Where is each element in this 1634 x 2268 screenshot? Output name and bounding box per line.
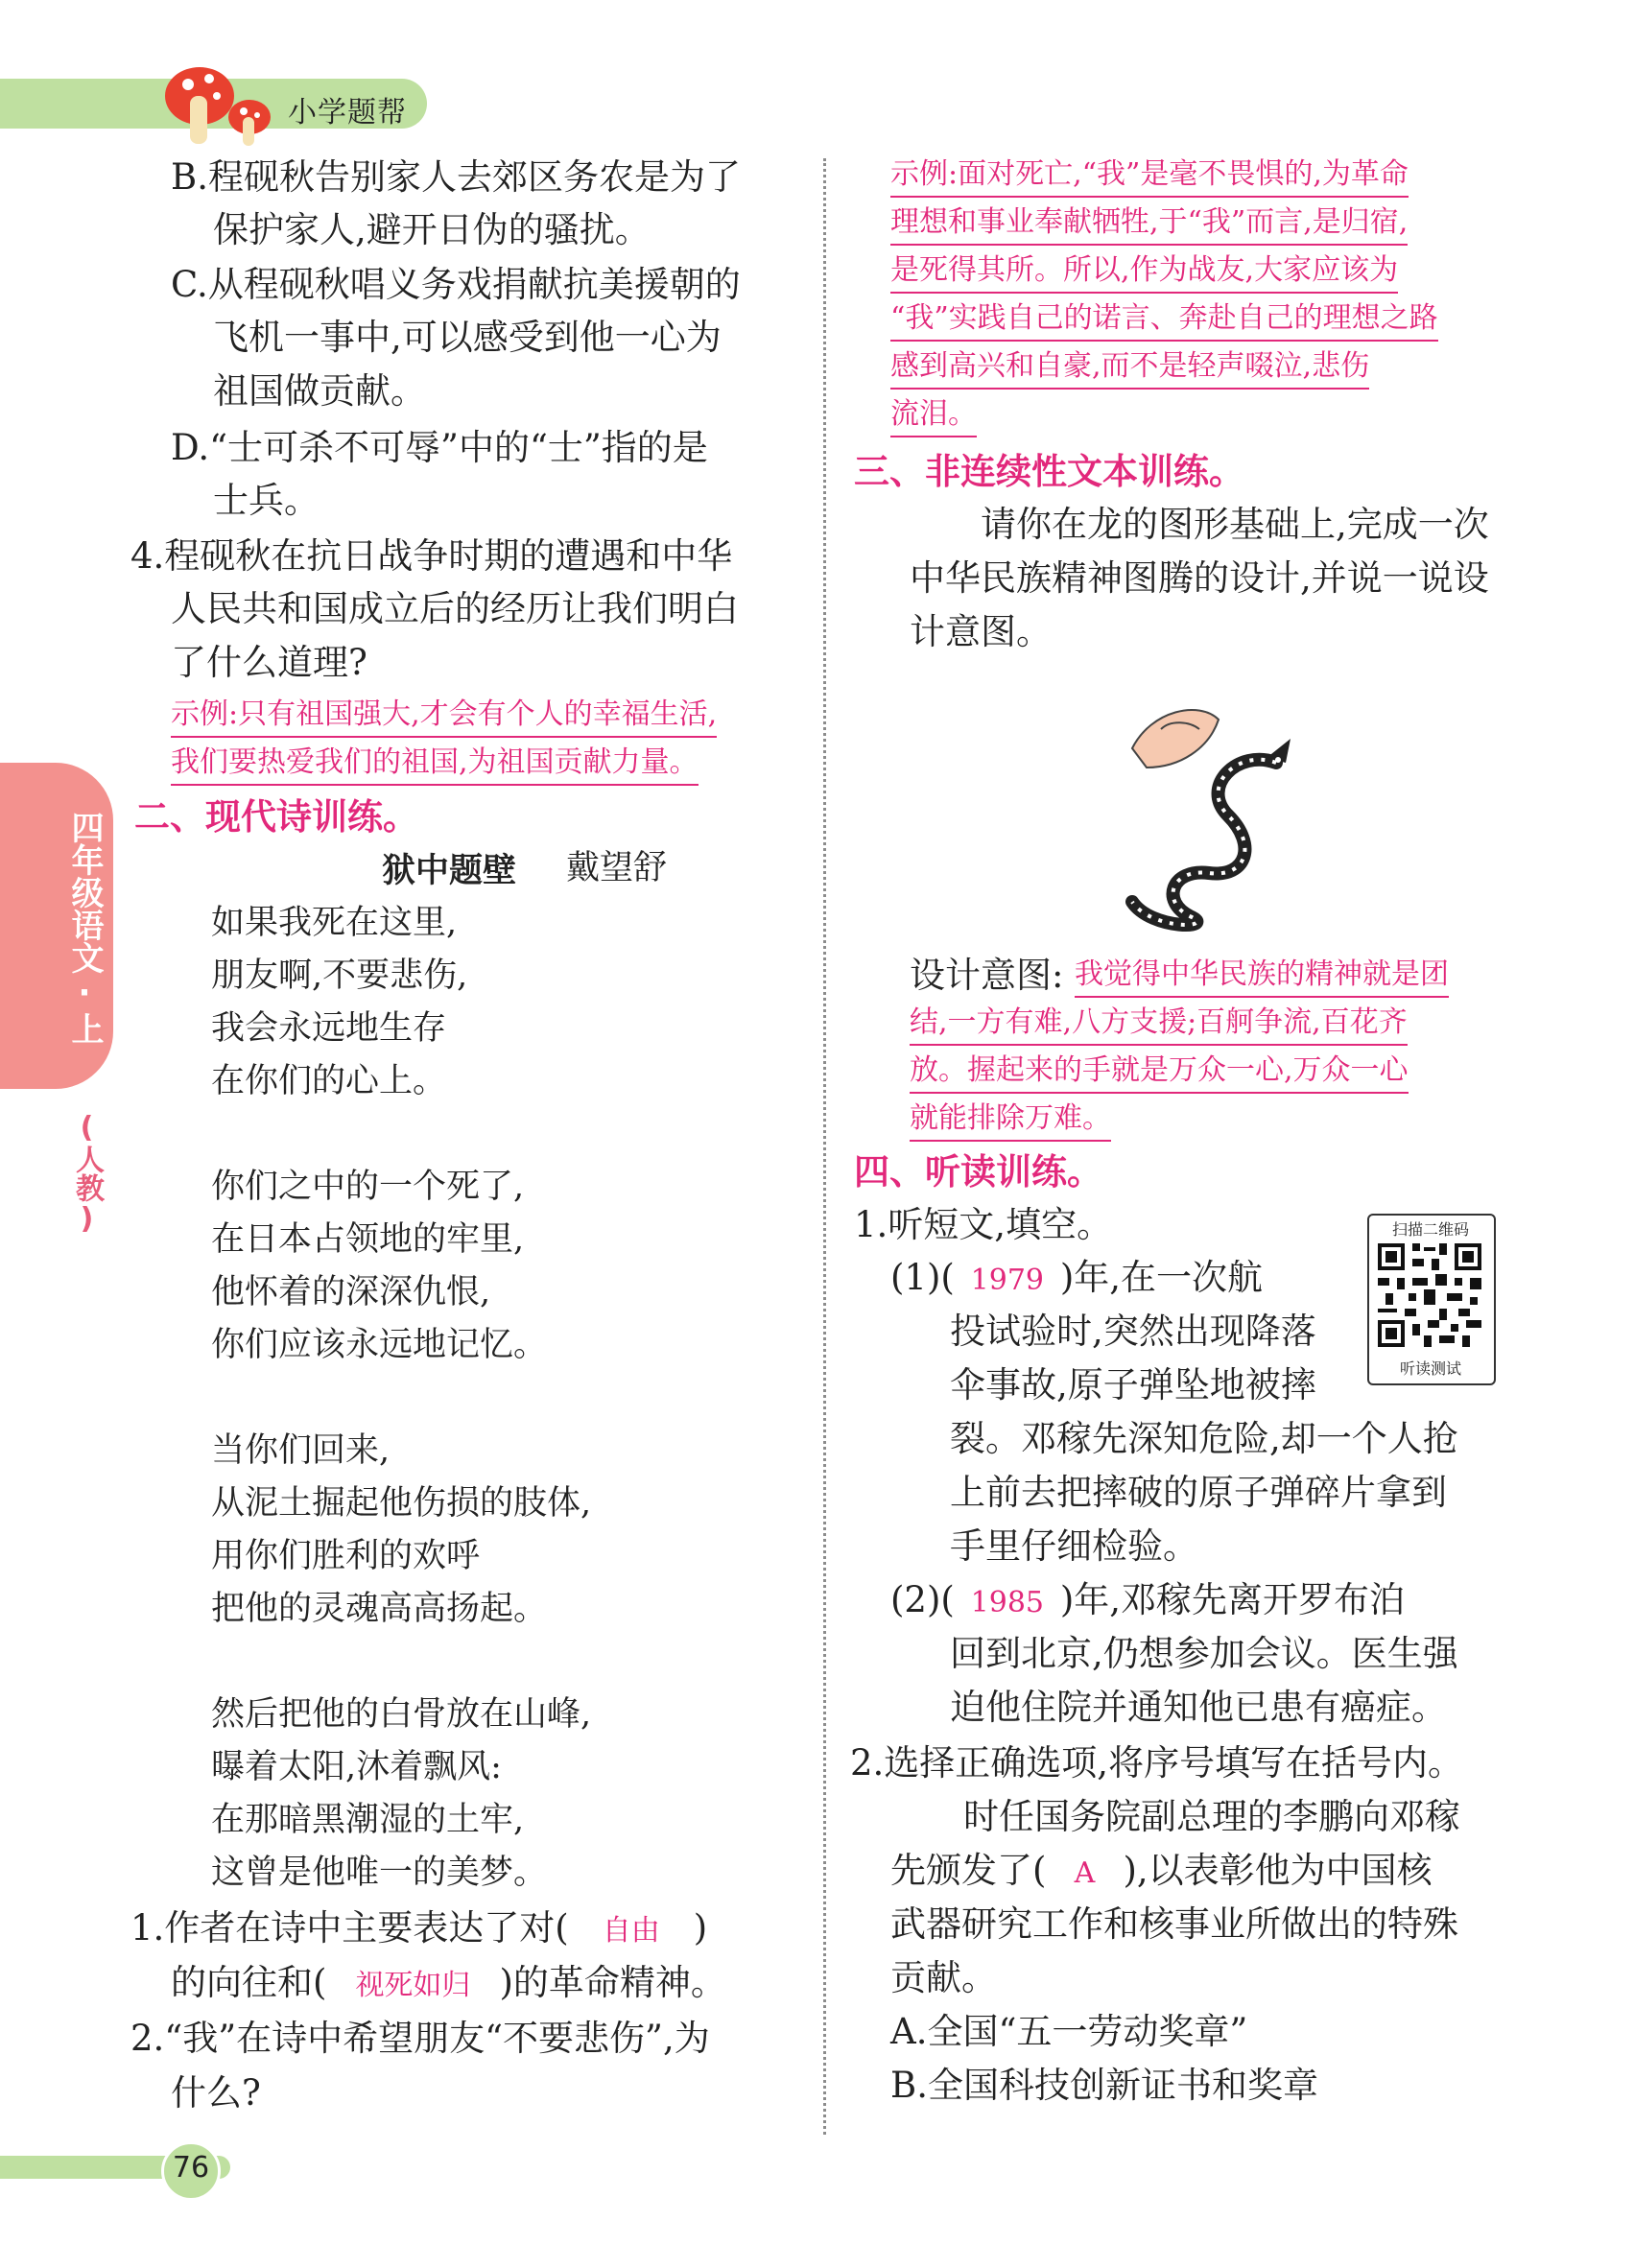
answer-blank-1985: 1985: [970, 1586, 1045, 1619]
option-c-line1: C.从程砚秋唱义务戏捐献抗美援朝的: [171, 264, 741, 305]
poem-line: 我会永远地生存: [211, 1009, 447, 1048]
listening-2-text: 先颁发了( A ),以表彰他为中国核: [890, 1850, 1433, 1891]
question-2-answer-line2: 理想和事业奉献牺牲,于“我”而言,是归宿,: [890, 203, 1408, 246]
poem-line: 他怀着的深深仇恨,: [211, 1273, 491, 1311]
question-1-cont: 的向往和( 视死如归 )的革命精神。: [171, 1962, 726, 2003]
question-2-answer-line3: 是死得其所。所以,作为战友,大家应该为: [890, 251, 1398, 294]
question-2-line1: 2.“我”在诗中希望朋友“不要悲伤”,为: [130, 2018, 710, 2059]
poem-line: 在日本占领地的牢里,: [211, 1220, 525, 1259]
grade-label: 四年级语文·上: [65, 811, 104, 1045]
question-2-answer-line5: 感到高兴和自豪,而不是轻声啜泣,悲伤: [890, 347, 1369, 390]
question-4-line3: 了什么道理?: [171, 642, 367, 683]
header-title: 小学题帮: [288, 96, 407, 130]
poem-line: 朋友啊,不要悲伤,: [211, 957, 468, 995]
design-label: 设计意图:: [910, 955, 1064, 996]
section-4-heading: 四、听读训练。: [854, 1151, 1102, 1193]
listening-question-1: 1.听短文,填空。: [854, 1204, 1113, 1245]
poem-line: 当你们回来,: [211, 1431, 391, 1470]
poem-line: 你们应该永远地记忆。: [211, 1326, 548, 1364]
answer-blank-1979: 1979: [970, 1264, 1045, 1297]
listening-1-2: (2)( 1985 )年,邓稼先离开罗布泊: [890, 1579, 1406, 1620]
poem-line: 在那暗黑潮湿的土牢,: [211, 1801, 525, 1839]
listening-question-2: 2.选择正确选项,将序号填写在括号内。: [850, 1742, 1464, 1784]
listening-2-text: 武器研究工作和核事业所做出的特殊: [890, 1903, 1458, 1945]
listening-2-text: 时任国务院副总理的李鹏向邓稼: [963, 1796, 1460, 1837]
option-b-line1: B.程砚秋告别家人去郊区务农是为了: [171, 156, 741, 198]
section-3-prompt-line3: 计意图。: [910, 611, 1052, 652]
listening-1-1-line: 手里仔细检验。: [950, 1525, 1198, 1567]
poem-line: 这曾是他唯一的美梦。: [211, 1854, 548, 1892]
question-2-line2: 什么?: [171, 2072, 261, 2114]
qr-caption-top: 扫描二维码: [1391, 1220, 1469, 1239]
listening-1-1-line: 伞事故,原子弹坠地被摔: [950, 1364, 1316, 1406]
page-number: 76: [172, 2151, 210, 2185]
mushroom-logo-icon: [161, 58, 286, 149]
poem-title: 狱中题壁: [382, 852, 517, 890]
poem-line: 把他的灵魂高高扬起。: [211, 1590, 548, 1628]
question-2-answer-line4: “我”实践自己的诺言、奔赴自己的理想之路: [890, 299, 1438, 342]
option-d-line2: 士兵。: [213, 480, 320, 521]
question-4-answer-line2: 我们要热爱我们的祖国,为祖国贡献力量。: [171, 744, 699, 786]
question-2-answer-line1: 示例:面对死亡,“我”是毫不畏惧的,为革命: [890, 155, 1409, 198]
listening-1-1-line: 投试验时,突然出现降落: [950, 1311, 1316, 1352]
listening-2-option-a: A.全国“五一劳动奖章”: [890, 2011, 1248, 2052]
question-1: 1.作者在诗中主要表达了对( 自由 ): [130, 1907, 708, 1949]
listening-1-1-line: 上前去把摔破的原子弹碎片拿到: [950, 1472, 1447, 1513]
poem-line: 用你们胜利的欢呼: [211, 1537, 481, 1575]
qr-code-icon[interactable]: [1374, 1240, 1485, 1351]
poem-line: 从泥土掘起他伤损的肢体,: [211, 1484, 592, 1523]
option-d-line1: D.“士可杀不可辱”中的“士”指的是: [171, 427, 708, 468]
option-b-line2: 保护家人,避开日伪的骚扰。: [213, 209, 651, 250]
listening-1-1: (1)( 1979 )年,在一次航: [890, 1257, 1264, 1298]
poem-line: 然后把他的白骨放在山峰,: [211, 1695, 592, 1734]
question-2-answer-line6: 流泪。: [890, 395, 977, 437]
option-c-line2: 飞机一事中,可以感受到他一心为: [213, 317, 722, 358]
edition-label: (人教): [70, 1111, 104, 1236]
question-4-line2: 人民共和国成立后的经历让我们明白: [171, 588, 739, 629]
design-answer-line4: 就能排除万难。: [910, 1099, 1111, 1142]
section-3-heading: 三、非连续性文本训练。: [854, 451, 1244, 492]
design-answer-line3: 放。握起来的手就是万众一心,万众一心: [910, 1051, 1409, 1094]
answer-blank-freedom: 自由: [602, 1914, 660, 1948]
listening-2-option-b: B.全国科技创新证书和奖章: [890, 2065, 1318, 2106]
design-answer-line2: 结,一方有难,八方支援;百舸争流,百花齐: [910, 1004, 1408, 1046]
poem-line: 在你们的心上。: [211, 1062, 447, 1100]
dragon-handshake-image: [1094, 672, 1314, 935]
answer-blank-spirit: 视死如归: [355, 1969, 471, 2002]
section-3-prompt-line2: 中华民族精神图腾的设计,并说一说设: [910, 557, 1489, 599]
listening-1-2-line: 迫他住院并通知他已患有癌症。: [950, 1687, 1447, 1728]
answer-blank-a: A: [1074, 1856, 1096, 1890]
listening-1-2-line: 回到北京,仍想参加会议。医生强: [950, 1633, 1458, 1674]
listening-2-text: 贡献。: [890, 1957, 997, 1998]
poem-author: 戴望舒: [566, 849, 668, 887]
poem-line: 如果我死在这里,: [211, 904, 458, 942]
option-c-line3: 祖国做贡献。: [213, 370, 426, 412]
column-divider: [823, 158, 826, 2135]
section-3-prompt-line1: 请你在龙的图形基础上,完成一次: [981, 504, 1489, 545]
question-4-answer-line1: 示例:只有祖国强大,才会有个人的幸福生活,: [171, 696, 717, 738]
qr-caption-bottom: 听读测试: [1399, 1359, 1461, 1378]
section-2-heading: 二、现代诗训练。: [134, 796, 418, 838]
listening-1-1-line: 裂。邓稼先深知危险,却一个人抢: [950, 1418, 1458, 1459]
design-answer-line1: 我觉得中华民族的精神就是团: [1075, 956, 1449, 998]
poem-line: 曝着太阳,沐着飘风:: [211, 1748, 502, 1786]
question-4-line1: 4.程砚秋在抗日战争时期的遭遇和中华: [130, 535, 733, 577]
poem-line: 你们之中的一个死了,: [211, 1168, 525, 1206]
